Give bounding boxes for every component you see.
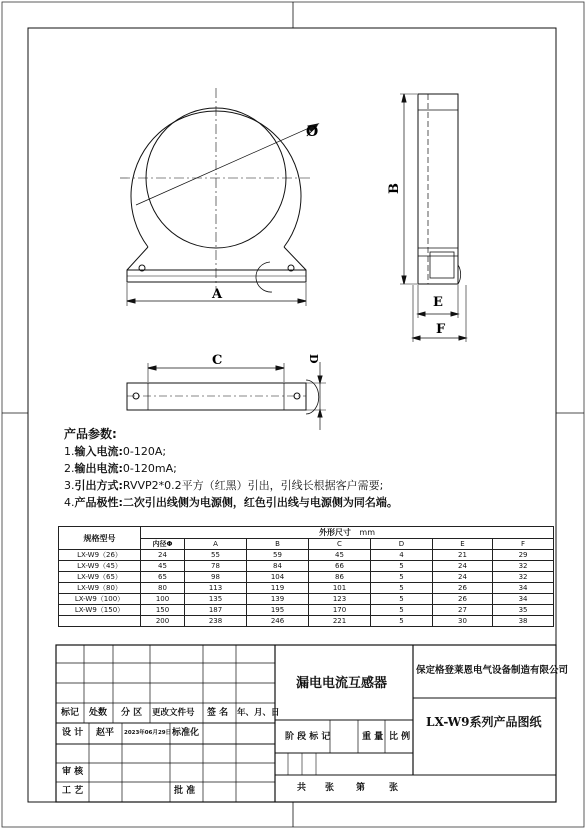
param-item <box>64 463 177 474</box>
value-cell: 26 <box>433 594 493 605</box>
param-value: 二次引出线侧为电源侧，红色引出线与电源侧为同名端。 <box>122 496 398 509</box>
column-header: D <box>371 539 433 550</box>
label-change-doc: 更改文件号 <box>152 708 195 718</box>
value-cell: 84 <box>247 561 309 572</box>
value-cell: 24 <box>433 561 493 572</box>
table-row <box>59 605 554 616</box>
value-cell: 29 <box>493 550 554 561</box>
column-header: A <box>185 539 247 550</box>
value-cell: 66 <box>309 561 371 572</box>
label-zone: 分 区 <box>121 708 143 718</box>
company-name: 保定格登莱恩电气设备制造有限公司 <box>416 665 569 676</box>
product-name: 漏电电流互感器 <box>296 676 388 691</box>
dim-label-b: B <box>387 183 402 194</box>
value-cell: 5 <box>371 616 433 627</box>
model-cell <box>59 616 141 627</box>
param-label: 产品极性: <box>74 496 123 509</box>
param-num: 3. <box>64 479 75 492</box>
param-item <box>64 480 383 491</box>
dim-label-a: A <box>212 287 223 302</box>
value-cell: 101 <box>309 583 371 594</box>
dims-unit: mm <box>359 528 376 537</box>
inner-frame <box>28 28 556 802</box>
label-sign: 签 名 <box>207 708 229 718</box>
value-cell: 34 <box>493 594 554 605</box>
value-cell: 78 <box>185 561 247 572</box>
value-cell: 139 <box>247 594 309 605</box>
table-row <box>59 583 554 594</box>
value-cell: 65 <box>141 572 185 583</box>
column-header: F <box>493 539 554 550</box>
model-header: 规格型号 <box>59 527 141 550</box>
column-header: 内径Φ <box>141 539 185 550</box>
value-cell: 4 <box>371 550 433 561</box>
value-cell: 30 <box>433 616 493 627</box>
params-heading: 产品参数: <box>64 427 117 441</box>
top-view <box>127 362 326 430</box>
table-row <box>59 550 554 561</box>
value-cell: 150 <box>141 605 185 616</box>
value-cell: 100 <box>141 594 185 605</box>
value-cell: 32 <box>493 561 554 572</box>
dims-header <box>141 527 554 539</box>
label-approve: 批 准 <box>174 786 196 796</box>
value-cell: 35 <box>493 605 554 616</box>
param-num: 1. <box>64 445 75 458</box>
value-cell: 80 <box>141 583 185 594</box>
label-weight: 重 量 <box>362 732 384 742</box>
column-header: B <box>247 539 309 550</box>
designer-name: 赵平 <box>96 728 115 738</box>
table-row <box>59 594 554 605</box>
label-sheets: 张 <box>325 783 335 793</box>
model-cell: LX-W9（45） <box>59 561 141 572</box>
dim-label-c: C <box>212 353 223 368</box>
model-cell: LX-W9（100） <box>59 594 141 605</box>
column-header: C <box>309 539 371 550</box>
label-mark: 标记 <box>61 708 80 718</box>
label-sheet-no: 第 <box>356 783 366 793</box>
value-cell: 221 <box>309 616 371 627</box>
value-cell: 55 <box>185 550 247 561</box>
table-header-row <box>59 527 554 539</box>
label-review: 审 核 <box>62 767 84 777</box>
model-cell: LX-W9（26） <box>59 550 141 561</box>
label-standardize: 标准化 <box>172 728 200 738</box>
value-cell: 38 <box>493 616 554 627</box>
value-cell: 195 <box>247 605 309 616</box>
param-label: 引出方式: <box>74 479 123 492</box>
value-cell: 104 <box>247 572 309 583</box>
value-cell: 170 <box>309 605 371 616</box>
design-date: 2023年06月29日 <box>124 730 172 736</box>
label-process: 工 艺 <box>62 786 84 796</box>
model-cell: LX-W9（150） <box>59 605 141 616</box>
dim-label-f: F <box>436 322 446 337</box>
table-row <box>59 561 554 572</box>
value-cell: 98 <box>185 572 247 583</box>
drawing-title: LX-W9系列产品图纸 <box>426 715 542 729</box>
param-label: 输出电流: <box>74 462 123 475</box>
value-cell: 27 <box>433 605 493 616</box>
value-cell: 135 <box>185 594 247 605</box>
dim-label-diameter: Ø <box>306 124 319 140</box>
model-cell: LX-W9（65） <box>59 572 141 583</box>
dim-label-d: D <box>307 354 320 364</box>
label-date: 年、月、日 <box>237 708 280 718</box>
label-total: 共 <box>297 783 307 793</box>
value-cell: 5 <box>371 561 433 572</box>
value-cell: 45 <box>309 550 371 561</box>
value-cell: 123 <box>309 594 371 605</box>
spec-table <box>58 526 554 627</box>
value-cell: 24 <box>433 572 493 583</box>
param-value: 0-120A; <box>122 445 167 458</box>
value-cell: 26 <box>433 583 493 594</box>
value-cell: 32 <box>493 572 554 583</box>
model-cell: LX-W9（80） <box>59 583 141 594</box>
value-cell: 5 <box>371 605 433 616</box>
label-count: 处数 <box>89 708 108 718</box>
value-cell: 24 <box>141 550 185 561</box>
value-cell: 34 <box>493 583 554 594</box>
value-cell: 5 <box>371 572 433 583</box>
param-num: 2. <box>64 462 75 475</box>
table-row <box>59 616 554 627</box>
spec-table-body <box>59 550 554 627</box>
value-cell: 246 <box>247 616 309 627</box>
value-cell: 187 <box>185 605 247 616</box>
value-cell: 5 <box>371 583 433 594</box>
label-sheet-no-unit: 张 <box>389 783 399 793</box>
front-view <box>120 88 318 306</box>
value-cell: 86 <box>309 572 371 583</box>
param-value: RVVP2*0.2平方（红黑）引出，引线长根据客户需要; <box>122 479 384 492</box>
param-num: 4. <box>64 496 75 509</box>
param-item <box>64 446 166 457</box>
value-cell: 113 <box>185 583 247 594</box>
dim-label-e: E <box>433 295 443 310</box>
table-row <box>59 572 554 583</box>
value-cell: 21 <box>433 550 493 561</box>
value-cell: 5 <box>371 594 433 605</box>
param-item <box>64 497 398 508</box>
label-design: 设 计 <box>62 728 84 738</box>
value-cell: 45 <box>141 561 185 572</box>
param-label: 输入电流: <box>74 445 123 458</box>
dims-header-label: 外形尺寸 <box>319 528 352 537</box>
value-cell: 59 <box>247 550 309 561</box>
column-header: E <box>433 539 493 550</box>
param-value: 0-120mA; <box>122 462 177 475</box>
label-scale: 比 例 <box>389 732 411 742</box>
value-cell: 238 <box>185 616 247 627</box>
value-cell: 200 <box>141 616 185 627</box>
value-cell: 119 <box>247 583 309 594</box>
label-stage-mark: 阶 段 标 记 <box>285 732 331 742</box>
